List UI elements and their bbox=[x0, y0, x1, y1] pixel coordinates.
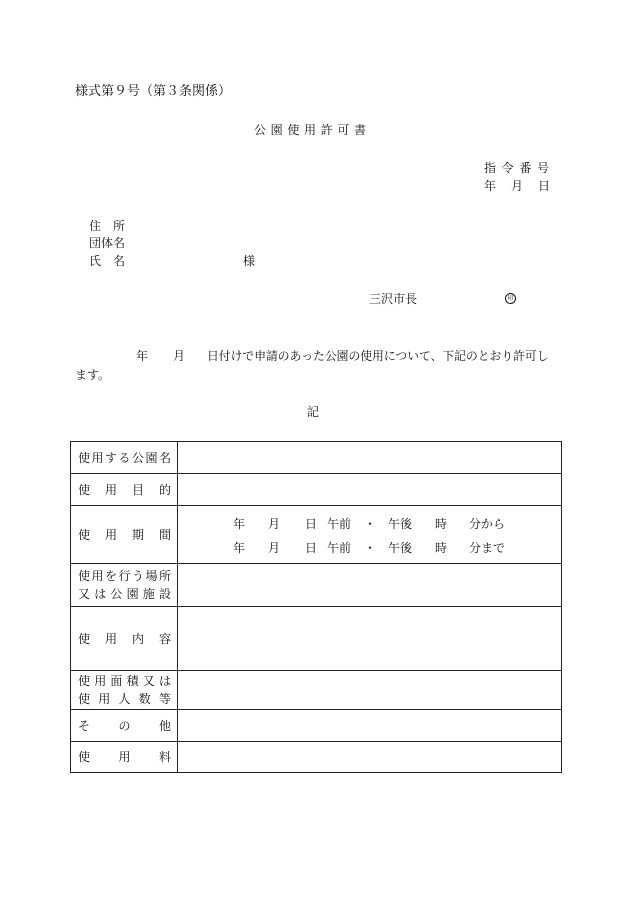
table-row-location bbox=[71, 563, 561, 606]
table-label-cell bbox=[71, 607, 178, 670]
table-label: 使用料 bbox=[78, 750, 171, 764]
period-hour: 時 bbox=[435, 541, 448, 555]
document-title: 公園使用許可書 bbox=[254, 123, 366, 137]
seal-icon: 印 bbox=[505, 293, 516, 304]
table-value-cell bbox=[178, 742, 561, 772]
table-value-cell bbox=[178, 710, 561, 741]
table-label: 使用面積又は bbox=[78, 674, 171, 688]
table-value-cell bbox=[178, 671, 561, 709]
period-separator: ・ bbox=[364, 517, 377, 531]
period-am: 午前 bbox=[327, 541, 352, 555]
table-label: その他 bbox=[78, 718, 171, 733]
table-label: 使用内容 bbox=[78, 631, 171, 646]
table-label-cell bbox=[71, 564, 178, 606]
period-start-line bbox=[178, 516, 561, 532]
period-hour: 時 bbox=[435, 517, 448, 531]
period-pm: 午後 bbox=[388, 517, 413, 531]
period-month: 月 bbox=[268, 541, 281, 555]
table-value-cell bbox=[178, 607, 561, 670]
table-row-period bbox=[71, 505, 561, 563]
period-year: 年 bbox=[233, 517, 246, 531]
table-label-cell bbox=[71, 710, 178, 741]
body-text-line2: ます。 bbox=[75, 368, 111, 382]
permit-details-table bbox=[70, 441, 562, 773]
table-label: 使用目的 bbox=[78, 482, 171, 497]
period-day: 日 bbox=[305, 541, 318, 555]
period-year: 年 bbox=[233, 541, 246, 555]
table-label: 使用を行う場所 bbox=[78, 569, 171, 583]
table-row-purpose bbox=[71, 473, 561, 505]
period-from: 分から bbox=[469, 517, 506, 531]
table-value-cell bbox=[178, 506, 561, 563]
honorific: 様 bbox=[243, 254, 256, 268]
table-row-park-name bbox=[71, 442, 561, 473]
table-label: 使用する公園名 bbox=[78, 450, 171, 465]
period-month: 月 bbox=[268, 517, 281, 531]
name-label: 氏名 bbox=[89, 254, 125, 268]
reference-date-label: 年月日 bbox=[484, 179, 550, 193]
table-row-fee bbox=[71, 741, 561, 772]
reference-number-label: 指令番号 bbox=[484, 161, 549, 175]
body-text-line1: 日付けで申請のあった公園の使用について、下記のとおり許可し bbox=[207, 349, 549, 363]
table-label-cell bbox=[71, 671, 178, 709]
table-label-cell bbox=[71, 474, 178, 505]
period-day: 日 bbox=[305, 517, 318, 531]
period-am: 午前 bbox=[327, 517, 352, 531]
table-row-area-or-headcount bbox=[71, 670, 561, 709]
table-value-cell bbox=[178, 474, 561, 505]
table-label-cell bbox=[71, 442, 178, 473]
table-label: 使用期間 bbox=[78, 527, 171, 542]
note-heading: 記 bbox=[307, 405, 320, 419]
organization-label: 団体名 bbox=[89, 236, 126, 250]
period-separator: ・ bbox=[364, 541, 377, 555]
period-pm: 午後 bbox=[388, 541, 413, 555]
table-label: 又は公園施設 bbox=[78, 587, 171, 601]
issuer-name: 三沢市長 bbox=[369, 292, 418, 306]
table-label: 使用人数等 bbox=[78, 692, 171, 706]
table-label-cell bbox=[71, 742, 178, 772]
table-row-content bbox=[71, 606, 561, 670]
address-label: 住所 bbox=[89, 219, 125, 233]
form-number: 様式第９号（第３条関係） bbox=[75, 84, 232, 99]
body-year-unit: 年 bbox=[136, 349, 149, 363]
table-value-cell bbox=[178, 564, 561, 606]
table-row-other bbox=[71, 709, 561, 741]
table-value-cell bbox=[178, 442, 561, 473]
table-label-cell bbox=[71, 506, 178, 563]
period-end-line bbox=[178, 540, 561, 556]
period-to: 分まで bbox=[469, 541, 506, 555]
body-month-unit: 月 bbox=[173, 349, 186, 363]
